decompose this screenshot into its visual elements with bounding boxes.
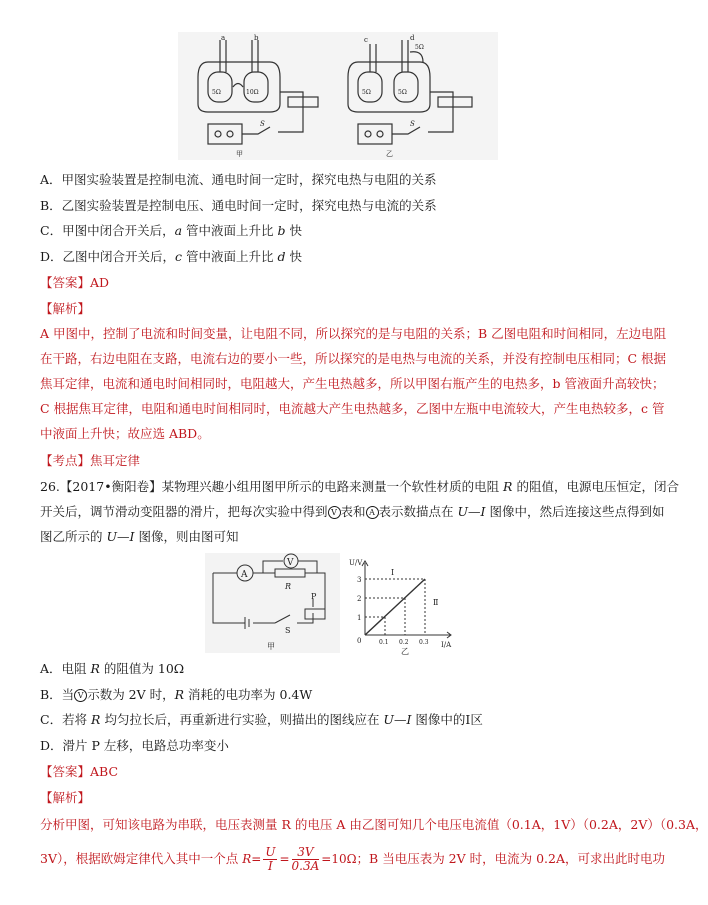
q26-stem-2-mid2: 表示数描点在 [378, 504, 458, 519]
q26-stem-2-pre: 开关后，调节滑动变阻器的滑片，把每次实验中得到 [40, 504, 328, 519]
q26-stem-line-2 [40, 504, 664, 520]
graph-ylabel: U/V [349, 559, 363, 567]
q26-option-c-pre: C．若将 [40, 712, 92, 727]
q25-option-c-v2: b [277, 223, 286, 238]
circuit-resistor: R [285, 582, 292, 591]
graph-caption: 乙 [401, 647, 409, 656]
circuit-caption: 甲 [267, 642, 275, 651]
graph-ytick-1: 1 [357, 614, 362, 622]
q25-option-c-mid: 管中液面上升比 [182, 223, 278, 238]
circuit-switch: S [285, 626, 291, 635]
resistor-left-2: 10Ω [246, 89, 259, 96]
switch-label-right: S [410, 120, 415, 128]
q26-analysis-tag: 【解析】 [40, 790, 91, 805]
fraction-ui [263, 846, 277, 873]
circuit-slider: P [311, 592, 317, 601]
q25-option-d-mid: 管中液面上升比 [182, 249, 278, 264]
q25-option-d-pre: D．乙图中闭合开关后， [40, 249, 176, 264]
q25-option-c-v1: a [174, 223, 183, 238]
q25-answer [40, 275, 109, 291]
q25-analysis-tag: 【解析】 [40, 301, 91, 316]
q26-option-c [40, 712, 483, 728]
q26-option-c-post: 图像中的Ⅰ区 [411, 712, 483, 727]
formula-eq-1: = [251, 852, 262, 866]
switch-label-left: S [260, 120, 265, 128]
formula-result: =10Ω [321, 852, 357, 866]
q25-option-c [40, 223, 302, 239]
q25-analysis-line-5: 中液面上升快；故应选 ABD。 [40, 426, 210, 441]
q26-stem-1-post: 的阻值，电源电压恒定，闭合 [512, 479, 679, 494]
caption-right: 乙 [386, 150, 393, 158]
graph-origin: 0 [357, 637, 362, 645]
q26-option-b-R: R [174, 687, 185, 702]
q25-analysis-heading [40, 301, 90, 317]
q25-point-value: 焦耳定律 [90, 453, 141, 468]
q25-option-d [40, 249, 302, 265]
circuit-ammeter: A [241, 570, 248, 580]
q26-option-c-R: R [91, 712, 101, 727]
q26-analysis-heading [40, 790, 90, 806]
formula-03a: 0.3A [291, 859, 320, 873]
q26-answer [40, 764, 118, 780]
label-d: d [410, 34, 415, 42]
q26-answer-value: ABC [90, 764, 119, 779]
q26-stem-2-mid: 表和 [340, 504, 366, 519]
q26-stem-3-post: 图像，则由图可知 [134, 529, 239, 544]
q26-stem-2-post: 图像中，然后连接这些点得到如 [485, 504, 665, 519]
q26-option-b-mid: 示数为 2V 时， [87, 687, 175, 702]
formula-R: R [242, 852, 252, 866]
ohm-formula [242, 846, 356, 873]
resistor-right-1: 5Ω [362, 89, 371, 96]
q26-stem-line-1 [40, 479, 679, 495]
q25-option-d-v1: c [175, 249, 183, 264]
q26-analysis-line-2 [40, 846, 665, 873]
circuit-voltmeter: V [287, 558, 294, 568]
graph-xtick-02: 0.2 [399, 639, 409, 646]
caption-left: 甲 [236, 150, 243, 158]
q26-option-a-post: 的阻值为 10Ω [99, 661, 185, 676]
q25-option-b: B．乙图实验装置是控制电压、通电时间一定时，探究电热与电流的关系 [40, 198, 437, 213]
q25-analysis-line-1: A 甲图中，控制了电流和时间变量，让电阻不同，所以探究的是与电阻的关系；B 乙图电阻和时间相同，左边电阻 [40, 326, 667, 341]
q26-option-b-post: 消耗的电功率为 0.4W [184, 687, 313, 702]
label-a: a [221, 34, 226, 42]
formula-eq-2: = [279, 852, 290, 866]
graph-ytick-3: 3 [357, 576, 362, 584]
q26-answer-tag: 【答案】 [40, 764, 91, 779]
q26-option-c-mid: 均匀拉长后，再重新进行实验，则描出的图线应在 [100, 712, 384, 727]
q26-option-b [40, 687, 312, 703]
q25-analysis-line-4: C 根据焦耳定律，电阻和通电时间相同时，电流越大产生电热越多，乙图中左瓶中电流较大，产生电热较多，c 管 [40, 401, 665, 416]
q26-option-a-pre: A．电阻 [40, 661, 91, 676]
graph-region-2: Ⅱ [433, 598, 439, 607]
graph-ytick-2: 2 [357, 595, 362, 603]
resistor-right-3: 5Ω [415, 44, 424, 51]
q26-stem-line-3 [40, 529, 238, 545]
q26-option-c-ui: U—I [383, 712, 412, 727]
ui-graph [345, 555, 465, 655]
circuit-diagram [205, 553, 340, 653]
q25-point [40, 453, 140, 469]
q26-option-a [40, 661, 184, 677]
q26-analysis-2-pre: 3V），根据欧姆定律代入其中一个点 [40, 851, 243, 866]
q26-option-b-pre: B．当 [40, 687, 75, 702]
q26-stem-1-R: R [503, 479, 513, 494]
q25-option-c-pre: C．甲图中闭合开关后， [40, 223, 175, 238]
q26-stem-2-ui: U—I [457, 504, 486, 519]
voltmeter-symbol: V [328, 506, 341, 519]
formula-3v: 3V [292, 846, 320, 860]
q26-stem-1-pre: 26.【2017•衡阳卷】某物理兴趣小组用图甲所示的电路来测量一个软性材质的电阻 [40, 479, 504, 494]
label-c: c [364, 36, 368, 44]
joule-experiment-figure [178, 32, 498, 160]
q25-answer-tag: 【答案】 [40, 275, 91, 290]
formula-U: U [265, 845, 276, 859]
resistor-right-2: 5Ω [398, 89, 407, 96]
graph-xlabel: I/A [441, 641, 452, 649]
q25-point-tag: 【考点】 [40, 453, 91, 468]
q25-answer-value: AD [90, 275, 110, 290]
label-b: b [254, 34, 259, 42]
graph-xtick-01: 0.1 [379, 639, 389, 646]
q26-stem-3-pre: 图乙所示的 [40, 529, 107, 544]
q26-analysis-line-1: 分析甲图，可知该电路为串联，电压表测量 R 的电压 A 由乙图可知几个电压电流值（0.1A，1V）（0.2A，2V）（0.3A， [40, 817, 708, 832]
formula-I: I [268, 859, 273, 873]
q25-analysis-line-2: 在干路，右边电阻在支路，电流右边的要小一些，所以探究的是电热与电流的关系，并没有控制电压相同；C 根据 [40, 351, 667, 366]
resistor-left-1: 5Ω [212, 89, 221, 96]
q25-option-a: A．甲图实验装置是控制电流、通电时间一定时，探究电热与电阻的关系 [40, 172, 437, 187]
voltmeter-symbol-b: V [74, 689, 87, 702]
graph-xtick-03: 0.3 [419, 639, 429, 646]
ammeter-symbol: A [366, 506, 379, 519]
q25-option-c-post: 快 [285, 223, 302, 238]
q25-option-d-v2: d [277, 249, 286, 264]
q26-analysis-2-post: ；B 当电压表为 2V 时，电流为 0.2A，可求出此时电功 [356, 851, 666, 866]
q26-stem-3-ui: U—I [106, 529, 135, 544]
q26-option-a-R: R [90, 661, 100, 676]
graph-region-1: Ⅰ [391, 568, 395, 577]
q25-option-d-post: 快 [285, 249, 302, 264]
q25-analysis-line-3: 焦耳定律，电流和通电时间相同时，电阻越大，产生电热越多，所以甲图右瓶产生的电热多，b 管液面升高较快； [40, 376, 665, 391]
q26-option-d: D．滑片 P 左移，电路总功率变小 [40, 738, 229, 753]
fraction-values [292, 846, 320, 873]
